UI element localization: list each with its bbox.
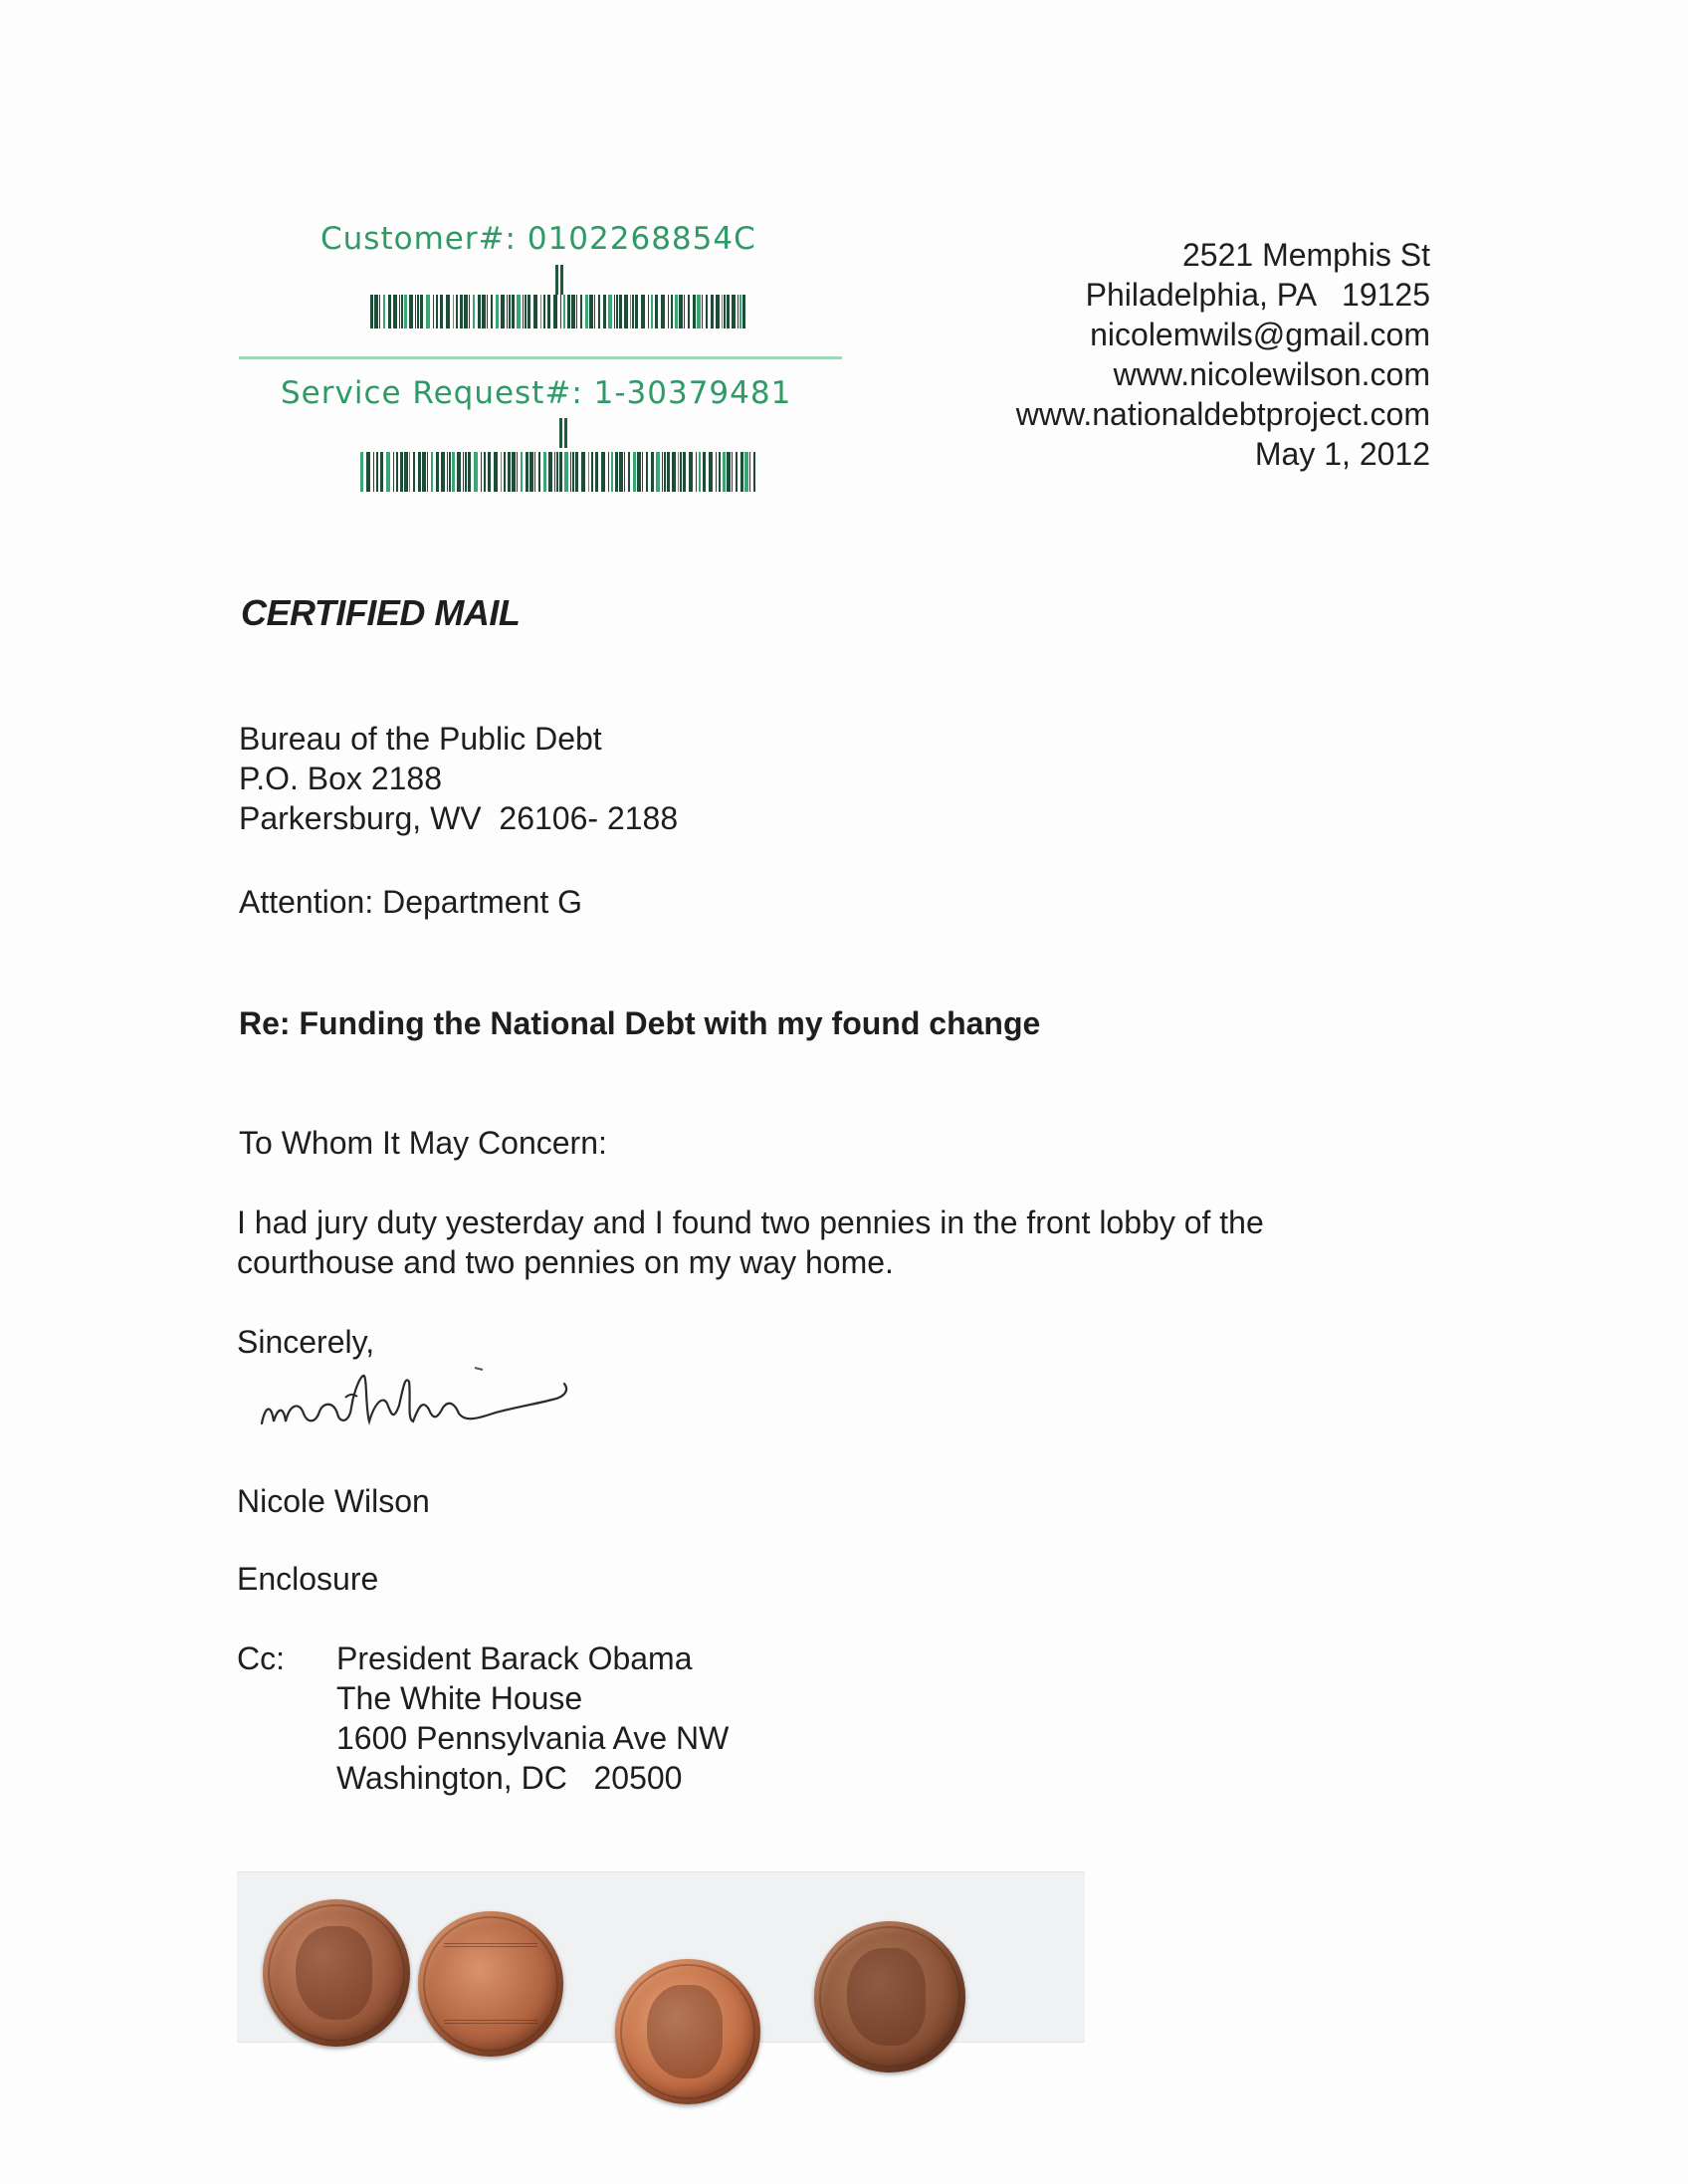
customer-label: Customer#: [320, 221, 517, 257]
customer-number-label [320, 221, 756, 257]
sender-website: www.nicolewilson.com [1113, 356, 1430, 392]
closing: Sincerely, [237, 1324, 375, 1360]
stamp-divider [239, 356, 842, 359]
sender-address [1016, 235, 1430, 474]
service-number: 1-30379481 [593, 375, 792, 411]
attention-line: Attention: Department G [239, 884, 583, 920]
customer-barcode [370, 295, 748, 328]
customer-number: 0102268854C [527, 221, 756, 257]
enclosure-note: Enclosure [237, 1561, 379, 1597]
cc-line: The White House [336, 1680, 583, 1716]
sender-email: nicolemwils@gmail.com [1090, 317, 1430, 352]
recipient-city: Parkersburg, WV 26106- 2188 [239, 800, 679, 836]
salutation: To Whom It May Concern: [239, 1125, 607, 1161]
letter-date: May 1, 2012 [1254, 436, 1430, 472]
sender-city: Philadelphia, PA 19125 [1085, 277, 1430, 313]
recipient-address [239, 719, 678, 838]
subject-line: Re: Funding the National Debt with my found change [239, 1005, 1041, 1041]
recipient-box: P.O. Box 2188 [239, 761, 442, 796]
certified-mail-heading: CERTIFIED MAIL [241, 592, 521, 633]
service-barcode-marker [558, 418, 568, 448]
penny-coin [814, 1921, 965, 2073]
cc-line: 1600 Pennsylvania Ave NW [336, 1720, 730, 1756]
penny-coin [615, 1959, 760, 2104]
cc-label: Cc: [237, 1640, 285, 1676]
signer-name: Nicole Wilson [237, 1483, 430, 1519]
sender-project-website: www.nationaldebtproject.com [1015, 396, 1430, 432]
sender-street: 2521 Memphis St [1181, 237, 1430, 273]
penny-coin [263, 1899, 410, 2047]
body-line-1: I had jury duty yesterday and I found two pennies in the front lobby of the [237, 1204, 1264, 1240]
service-request-label [281, 375, 791, 411]
cc-line: President Barack Obama [336, 1640, 693, 1676]
recipient-name: Bureau of the Public Debt [239, 721, 602, 757]
service-label: Service Request#: [281, 375, 583, 411]
service-barcode [360, 452, 758, 492]
penny-coin [418, 1911, 563, 2057]
cc-line: Washington, DC 20500 [336, 1760, 683, 1796]
body-line-2: courthouse and two pennies on my way home. [237, 1244, 894, 1280]
handwritten-signature [254, 1364, 652, 1453]
cc-recipient [336, 1638, 729, 1798]
letter-body [237, 1202, 1264, 1282]
customer-barcode-marker [554, 265, 564, 295]
